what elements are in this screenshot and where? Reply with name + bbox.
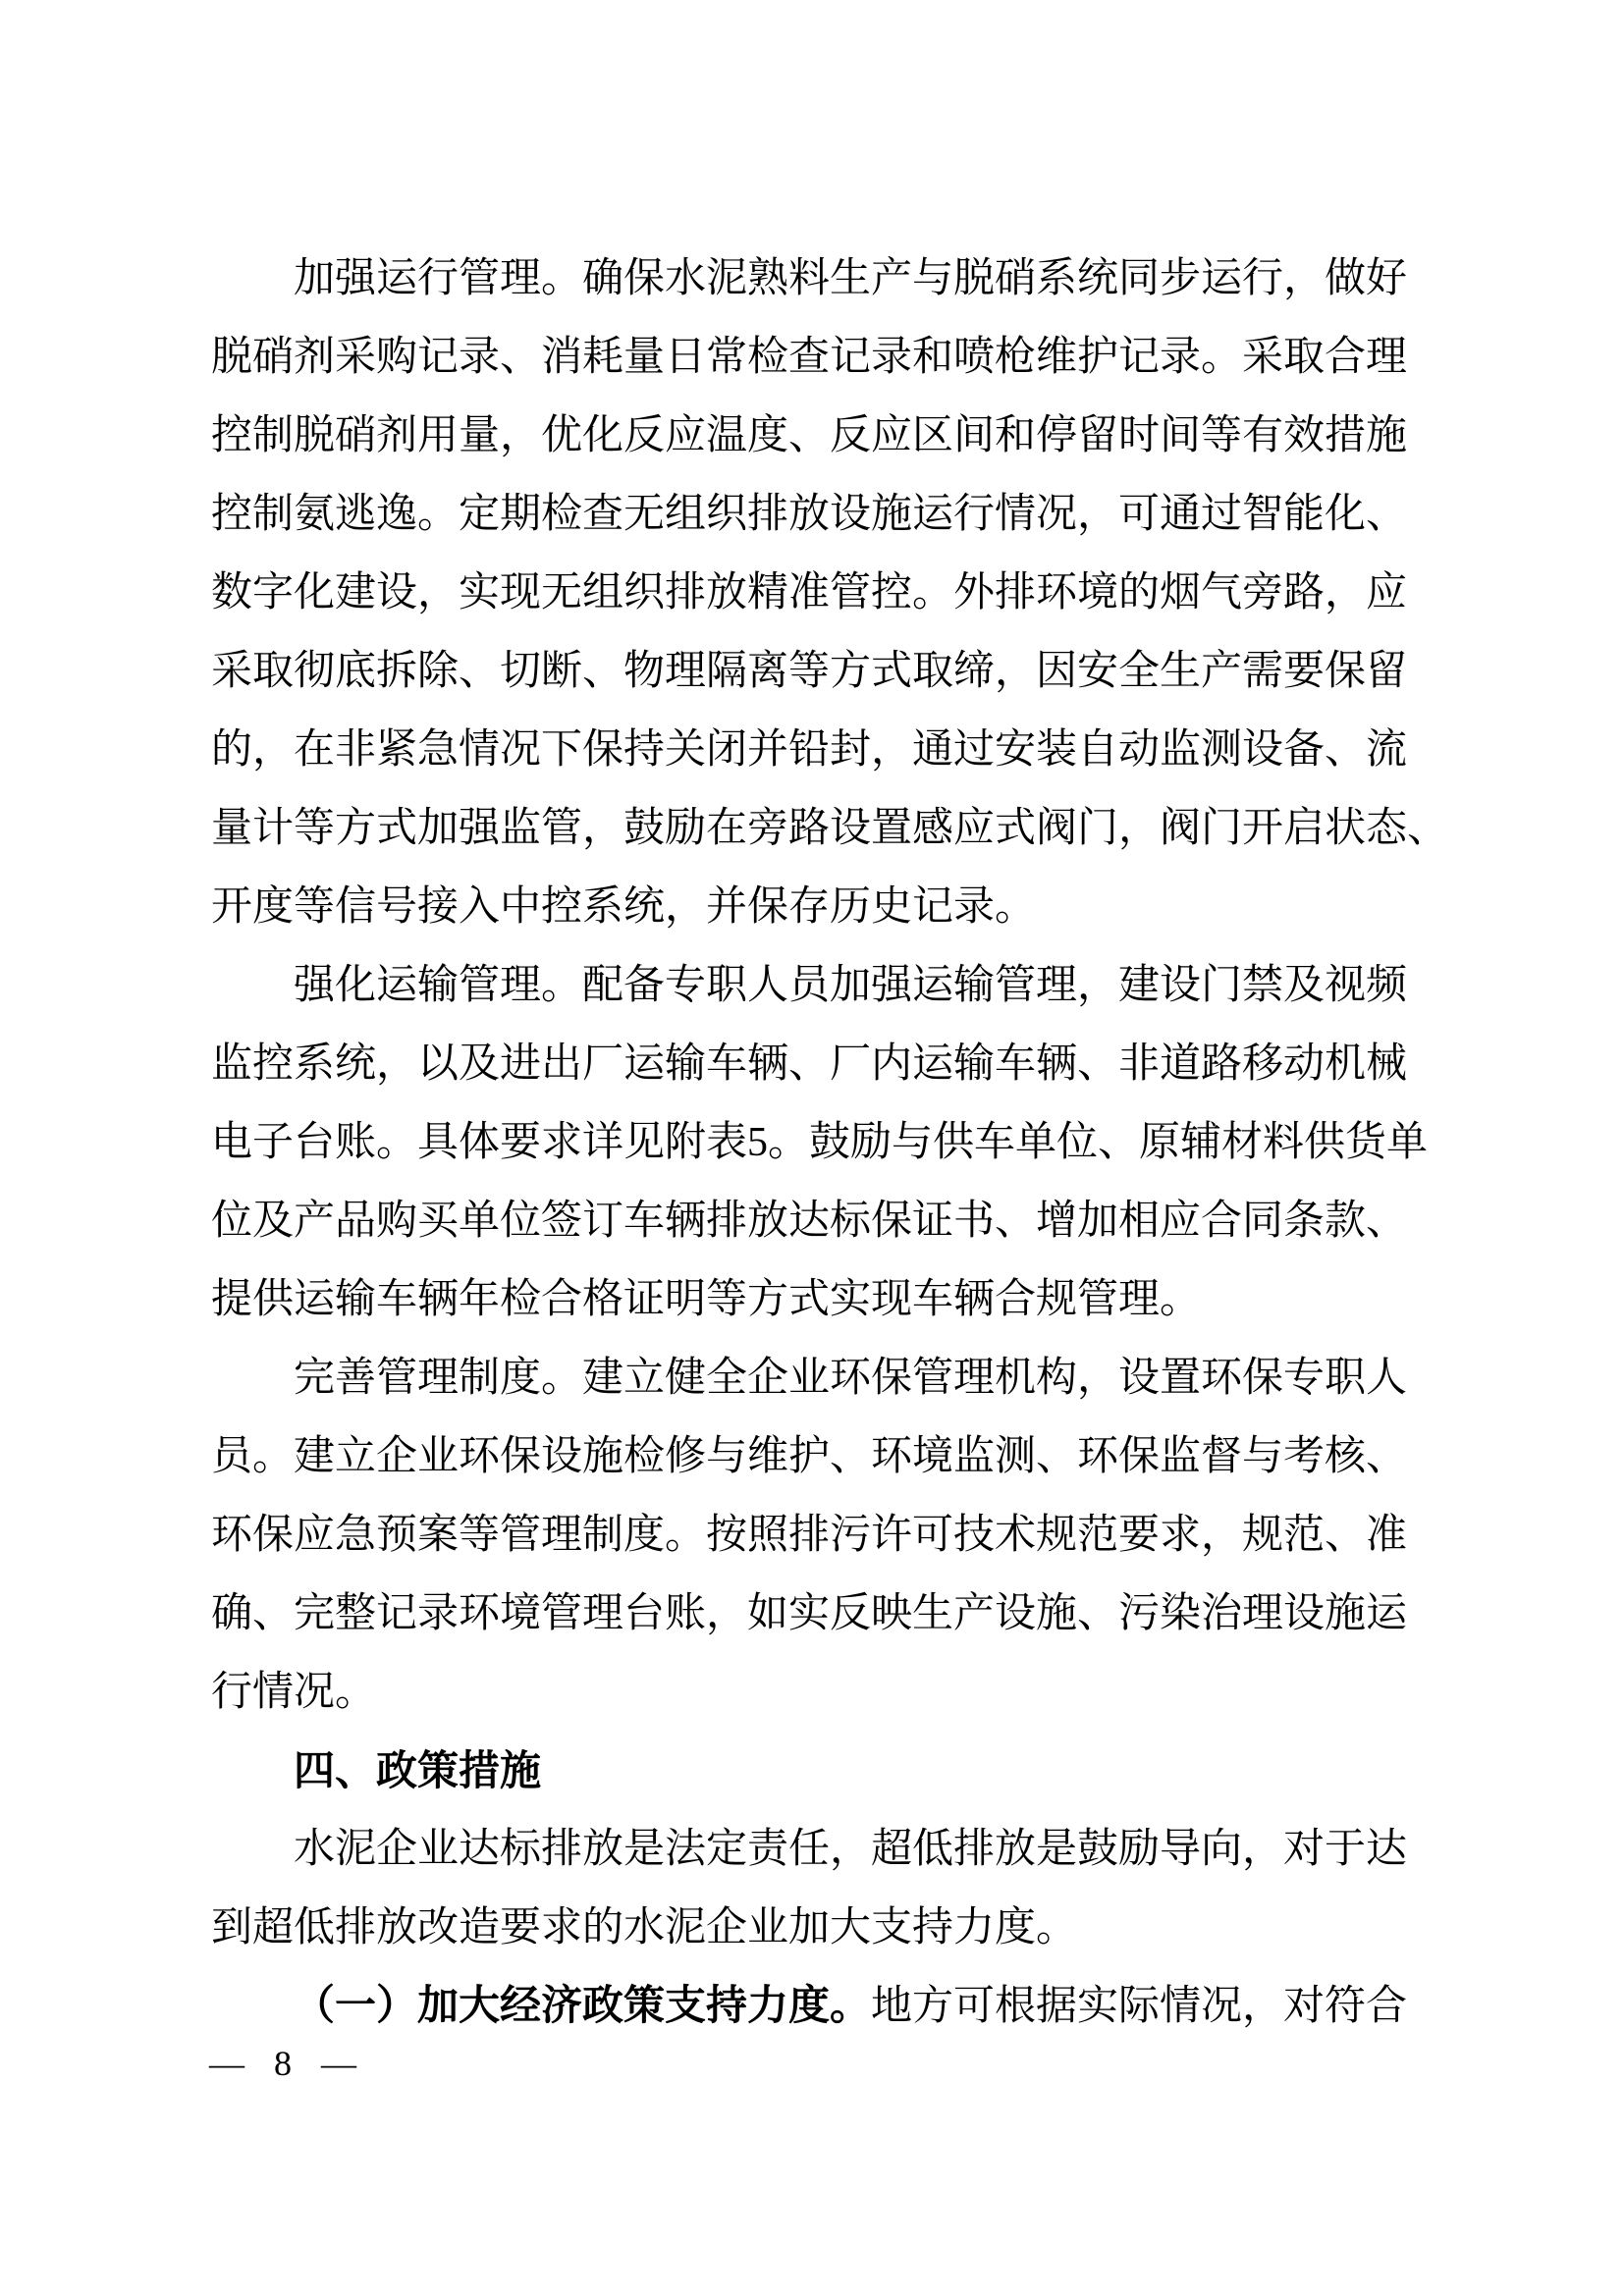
footer-dash-left: — xyxy=(209,2044,244,2083)
footer-dash-right: — xyxy=(321,2044,356,2083)
lead-continuation-text: 地方可根据实际情况，对符合 xyxy=(871,1984,1408,2029)
text-line: 完善管理制度。建立健全企业环保管理机构，设置环保专职人 xyxy=(294,1356,1408,1401)
text-line: 位及产品购买单位签订车辆排放达标保证书、增加相应合同条款、 xyxy=(211,1199,1408,1244)
text-line: 的，在非紧急情况下保持关闭并铅封，通过安装自动监测设备、流 xyxy=(211,727,1408,773)
text-line: 监控系统，以及进出厂运输车辆、厂内运输车辆、非道路移动机械 xyxy=(211,1041,1408,1087)
text-line xyxy=(211,1967,1429,2046)
paragraph-management-system xyxy=(211,1339,1429,1732)
text-line: 水泥企业达标排放是法定责任，超低排放是鼓励导向，对于达 xyxy=(294,1827,1408,1872)
paragraph-transport-management xyxy=(211,946,1429,1339)
paragraph-economic-policy-support xyxy=(211,1967,1429,2046)
paragraph-operation-management xyxy=(211,240,1449,946)
text-line: 量计等方式加强监管，鼓励在旁路设置感应式阀门，阀门开启状态、 xyxy=(211,806,1449,851)
text-line: 环保应急预案等管理制度。按照排污许可技术规范要求，规范、准 xyxy=(211,1513,1408,1558)
text-line: 开度等信号接入中控系统，并保存历史记录。 xyxy=(211,884,1037,930)
text-line: 四、政策措施 xyxy=(294,1747,542,1793)
document-body xyxy=(211,240,1449,2046)
text-line: 电子台账。具体要求详见附表5。鼓励与供车单位、原辅材料供货单 xyxy=(211,1120,1429,1165)
page-number: 8 xyxy=(274,2044,292,2083)
bold-lead-text: （一）加大经济政策支持力度。 xyxy=(294,1984,872,2029)
text-line: 控制脱硝剂用量，优化反应温度、反应区间和停留时间等有效措施 xyxy=(211,413,1408,458)
text-line: 强化运输管理。配备专职人员加强运输管理，建设门禁及视频 xyxy=(294,963,1408,1008)
text-line: 行情况。 xyxy=(211,1670,377,1715)
text-line: 采取彻底拆除、切断、物理隔离等方式取缔，因安全生产需要保留 xyxy=(211,649,1408,694)
paragraph-legal-responsibility xyxy=(211,1810,1429,1967)
section-heading-policy-measures xyxy=(211,1732,1429,1810)
text-line: 提供运输车辆年检合格证明等方式实现车辆合规管理。 xyxy=(211,1277,1202,1322)
page-footer xyxy=(209,2040,356,2087)
text-line: 到超低排放改造要求的水泥企业加大支持力度。 xyxy=(211,1905,1078,1950)
text-line: 加强运行管理。确保水泥熟料生产与脱硝系统同步运行，做好 xyxy=(294,256,1408,301)
text-line: 确、完整记录环境管理台账，如实反映生产设施、污染治理设施运 xyxy=(211,1591,1408,1636)
text-line: 数字化建设，实现无组织排放精准管控。外排环境的烟气旁路，应 xyxy=(211,570,1408,615)
text-line: 员。建立企业环保设施检修与维护、环境监测、环保监督与考核、 xyxy=(211,1434,1408,1479)
text-line: 脱硝剂采购记录、消耗量日常检查记录和喷枪维护记录。采取合理 xyxy=(211,335,1408,380)
text-line: 控制氨逃逸。定期检查无组织排放设施运行情况，可通过智能化、 xyxy=(211,492,1408,537)
